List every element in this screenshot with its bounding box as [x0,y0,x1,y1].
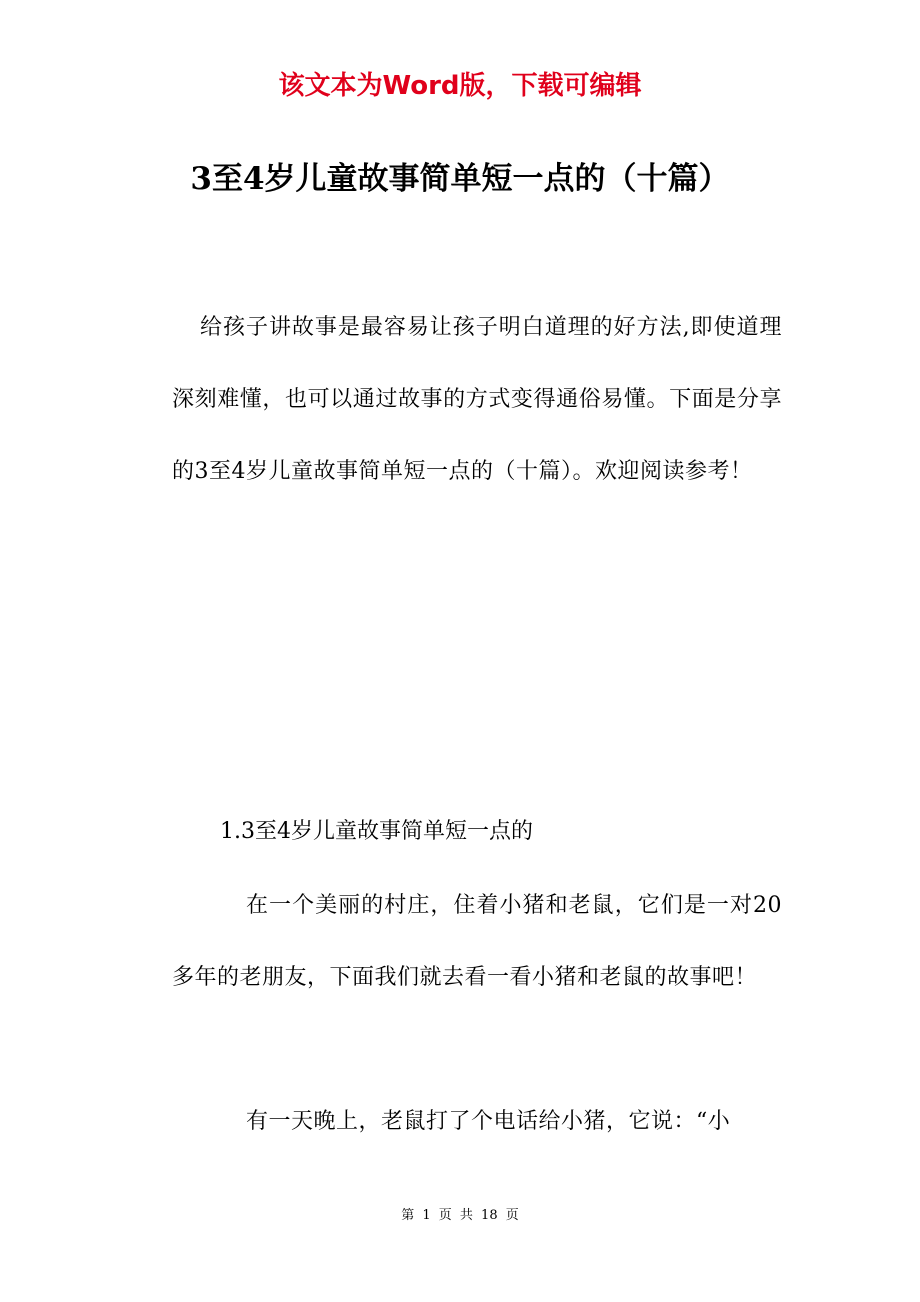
story-paragraph-1: 在一个美丽的村庄，住着小猪和老鼠，它们是一对20多年的老朋友，下面我们就去看一看小猪和老鼠的故事吧！ [172,893,782,990]
section-heading: 1.3至4岁儿童故事简单短一点的 [220,819,533,844]
page-footer: 第 1 页 共 18 页 [401,1208,519,1223]
intro-paragraph: 给孩子讲故事是最容易让孩子明白道理的好方法,即使道理深刻难懂，也可以通过故事的方式变得通俗易懂。下面是分享的3至4岁儿童故事简单短一点的（十篇）。欢迎阅读参考！ [172,315,782,484]
story-paragraph-2: 有一天晚上，老鼠打了个电话给小猪，它说：“小 [246,1109,731,1134]
document-title: 3至4岁儿童故事简单短一点的（十篇） [190,161,730,197]
download-banner: 该文本为Word版，下载可编辑 [278,71,642,101]
